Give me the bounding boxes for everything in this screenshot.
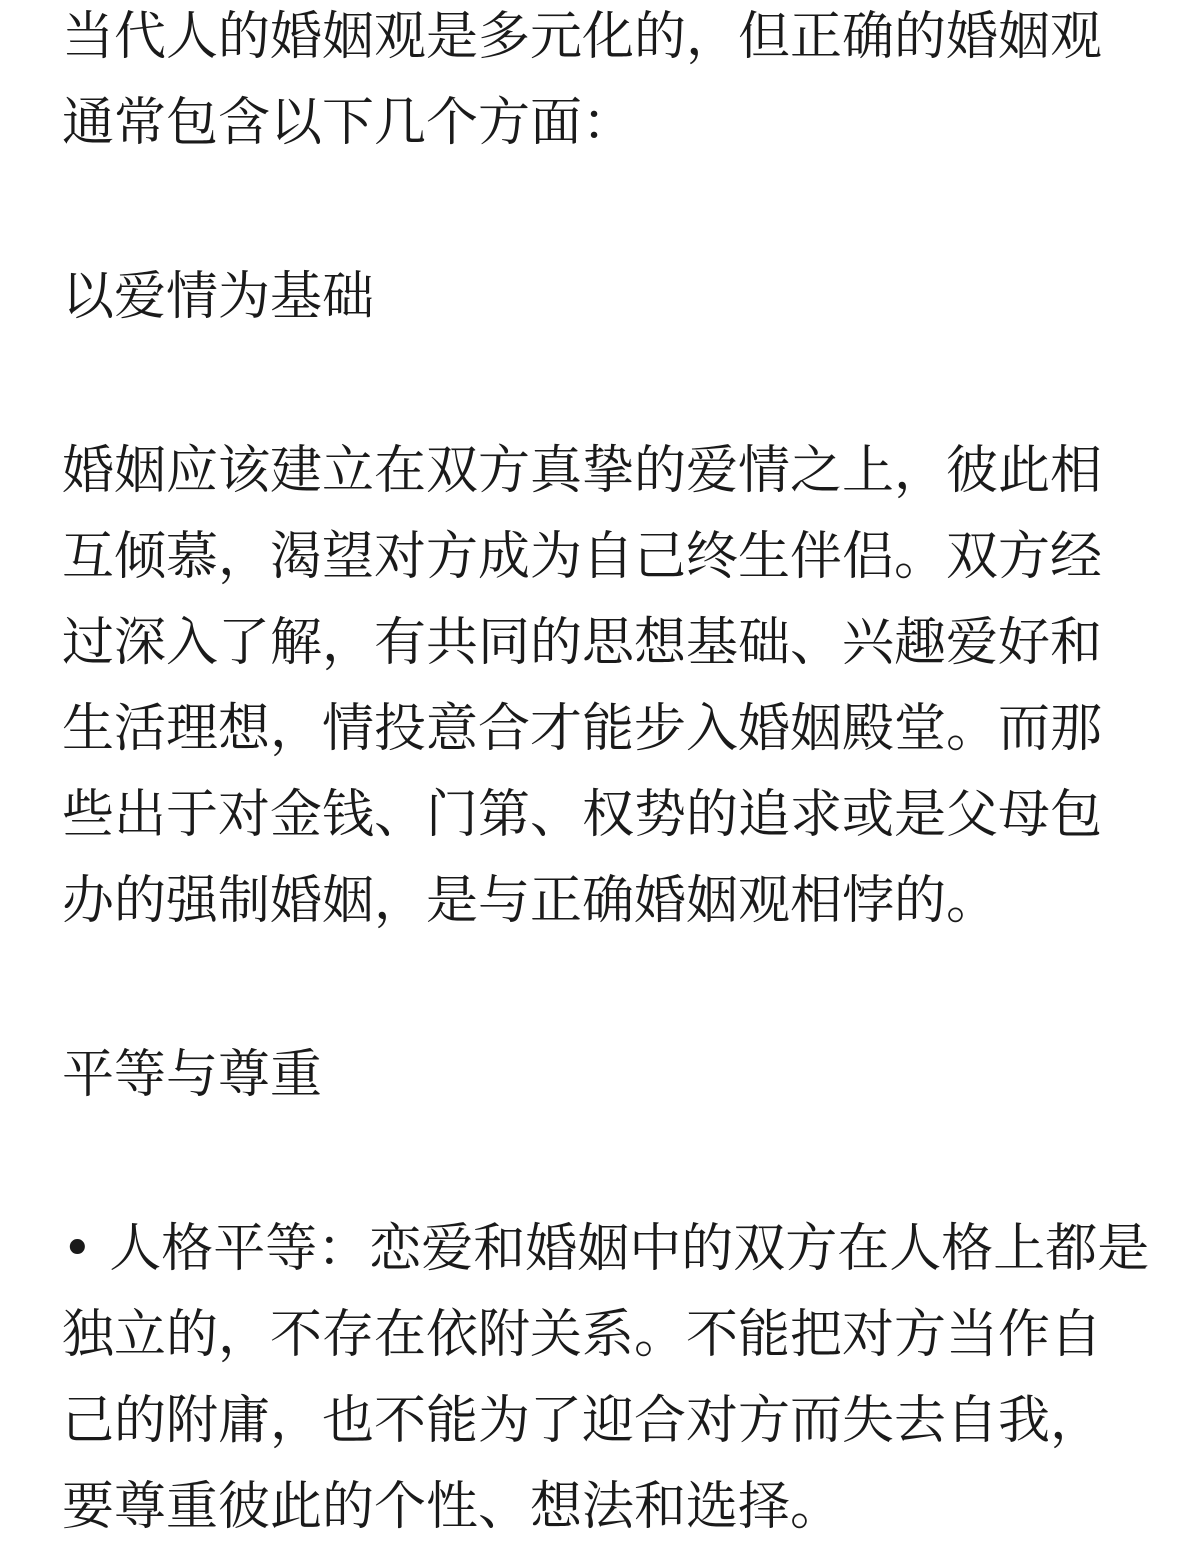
section-heading: 平等与尊重 <box>62 1045 323 1105</box>
section-heading: 以爱情为基础 <box>62 267 375 327</box>
section-heading-love <box>62 254 1124 340</box>
bullet-item-personality-equality <box>62 1206 1150 1550</box>
paragraph-spacer <box>62 340 1124 428</box>
text-line: 己的附庸，也不能为了迎合对方而失去自我， <box>62 1391 1103 1451</box>
text-line: • 人格平等：恋爱和婚姻中的双方在人格上都是 <box>62 1219 1150 1279</box>
text-line: 婚姻应该建立在双方真挚的爱情之上，彼此相 <box>62 441 1103 501</box>
text-line: 通常包含以下几个方面： <box>62 93 635 153</box>
paragraph-spacer <box>62 1118 1124 1206</box>
section-heading-equality <box>62 1032 1124 1118</box>
text-line: 过深入了解，有共同的思想基础、兴趣爱好和 <box>62 613 1103 673</box>
text-line: 当代人的婚姻观是多元化的，但正确的婚姻观 <box>62 7 1103 67</box>
text-line: 些出于对金钱、门第、权势的追求或是父母包 <box>62 785 1103 845</box>
paragraph-spacer <box>62 944 1124 1032</box>
intro-paragraph <box>62 0 1124 166</box>
love-paragraph <box>62 428 1124 944</box>
text-line: 生活理想，情投意合才能步入婚姻殿堂。而那 <box>62 699 1103 759</box>
text-line: 办的强制婚姻，是与正确婚姻观相悖的。 <box>62 871 999 931</box>
text-line: 独立的，不存在依附关系。不能把对方当作自 <box>62 1305 1103 1365</box>
paragraph-spacer <box>62 166 1124 254</box>
text-line: 互倾慕，渴望对方成为自己终生伴侣。双方经 <box>62 527 1103 587</box>
text-line: 要尊重彼此的个性、想法和选择。 <box>62 1477 843 1537</box>
article-body <box>62 0 1150 1550</box>
